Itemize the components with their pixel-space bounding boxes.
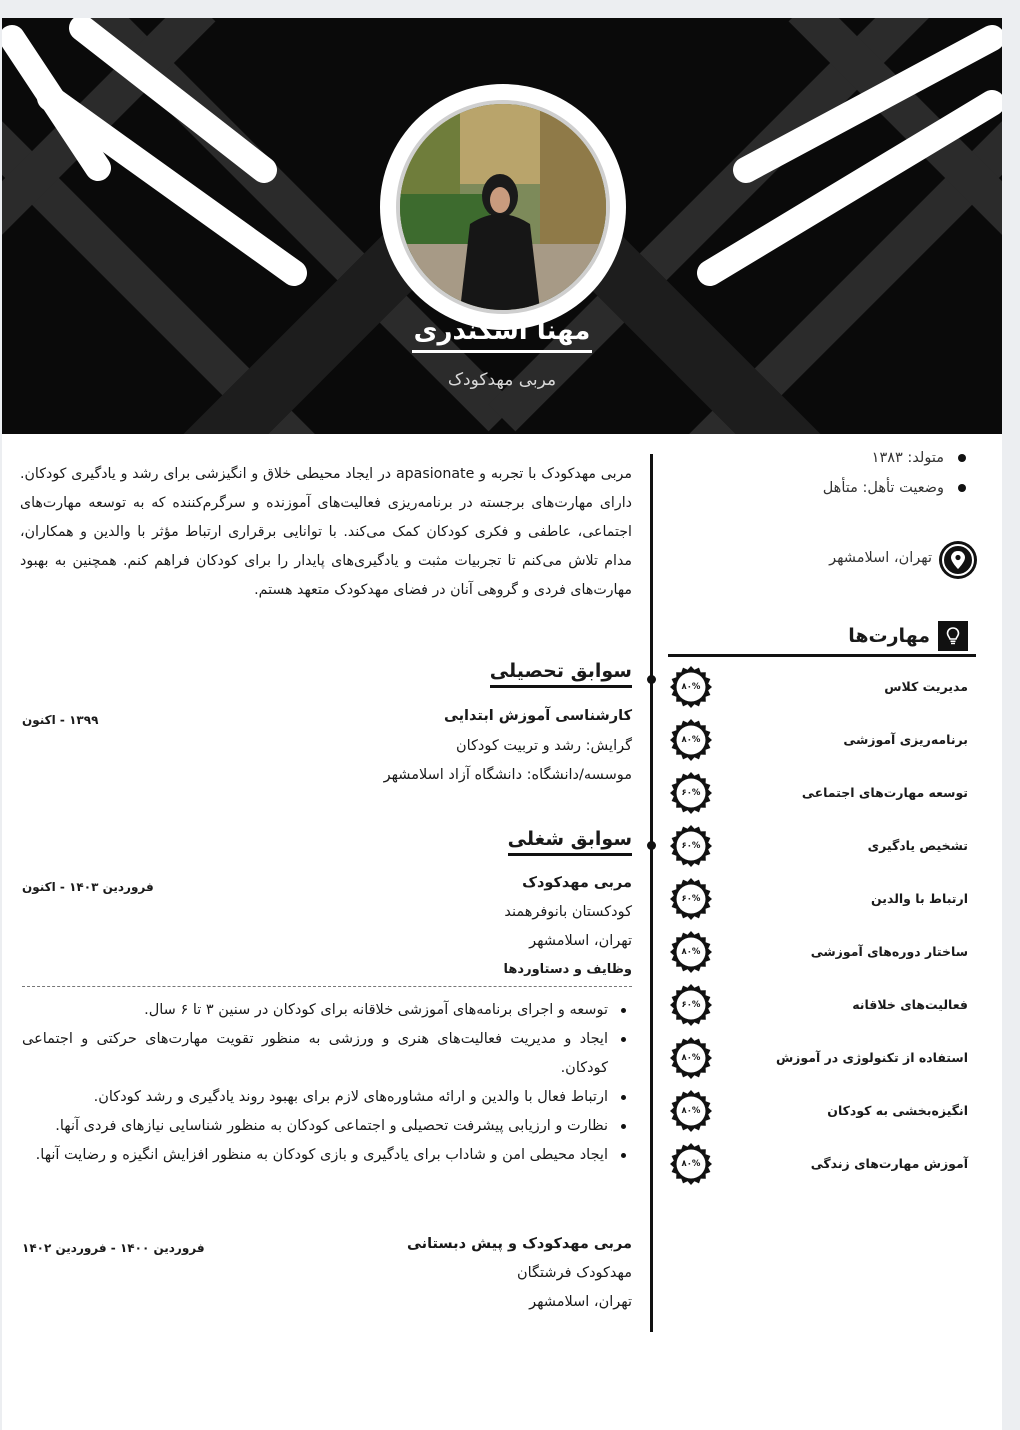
location-text: تهران، اسلامشهر <box>829 550 932 566</box>
skill-label: فعالیت‌های خلاقانه <box>852 997 968 1012</box>
skill-level-badge <box>668 770 714 816</box>
duty-item: ارتباط فعال با والدین و ارائه مشاوره‌های لازم برای بهبود روند یادگیری و رشد کودکان. <box>22 1083 632 1112</box>
job2-title: مربی مهدکودک و پیش دبستانی <box>406 1236 632 1252</box>
degree-title: کارشناسی آموزش ابتدایی <box>443 708 632 724</box>
skill-label: تشخیص یادگیری <box>867 838 968 853</box>
job1-duties-list <box>22 996 632 1170</box>
work-heading: سوابق شغلی <box>508 828 632 856</box>
skill-level-text: ۸۰% <box>681 947 701 957</box>
resume-page <box>2 18 1002 1430</box>
skills-heading: مهارت‌ها <box>848 619 968 653</box>
skill-level-text: ۸۰% <box>681 682 701 692</box>
profile-photo <box>396 100 610 314</box>
skill-level-text: ۶۰% <box>681 1000 701 1010</box>
skill-level-badge <box>668 982 714 1028</box>
skill-label: آموزش مهارت‌های زندگی <box>810 1156 968 1171</box>
header-banner <box>2 18 1002 434</box>
skill-label: ساختار دوره‌های آموزشی <box>810 944 968 959</box>
timeline-line <box>650 454 653 1332</box>
education-date: ۱۳۹۹ - اکنون <box>22 713 99 727</box>
job1-location: تهران، اسلامشهر <box>529 933 632 949</box>
job2-company: مهدکودک فرشتگان <box>516 1265 632 1281</box>
skills-rule <box>668 654 976 657</box>
skill-label: مدیریت کلاس <box>884 679 968 694</box>
skill-label: ارتباط با والدین <box>871 891 968 906</box>
summary-text: مربی مهدکودک با تجربه و apasionate در ایجاد محیطی خلاق و انگیزشی برای رشد و یادگیری کودکان. دارای مهارت‌های برجسته در برنامه‌ریزی فعالیت‌های آموزنده و سرگرم‌کننده که به توسعه مهارت‌های اجتماعی، عاطفی و فکری کودکان کمک می‌کند. با توانایی برقراری ارتباط مؤثر با والدین و همکاران، مدام تلاش می‌کنم تا تجربیات مثبت و یادگیری‌های پایدار را برای کودکان فراهم کنم. همچنین به بهبود مهارت‌های فردی و گروهی آنان در فضای مهدکودک متعهد هستم. <box>20 466 632 598</box>
birth-info: متولد: ۱۳۸۳ <box>872 450 966 466</box>
full-name: مهنا اسکندری <box>2 316 1002 346</box>
skill-label: توسعه مهارت‌های اجتماعی <box>801 785 968 800</box>
education-heading: سوابق تحصیلی <box>490 660 632 688</box>
duty-item: نظارت و ارزیابی پیشرفت تحصیلی و اجتماعی کودکان به منظور شناسایی نیازهای فردی آنها. <box>22 1112 632 1141</box>
skill-level-badge <box>668 876 714 922</box>
skill-level-text: ۶۰% <box>681 894 701 904</box>
location-pin-icon <box>939 541 977 579</box>
job-title: مربی مهدکودک <box>447 370 557 390</box>
marital-info: وضعیت تأهل: متأهل <box>823 480 966 496</box>
institution: موسسه/دانشگاه: دانشگاه آزاد اسلامشهر <box>383 767 632 783</box>
skill-label: برنامه‌ریزی آموزشی <box>843 732 968 747</box>
duty-item: توسعه و اجرای برنامه‌های آموزشی خلاقانه برای کودکان در سنین ۳ تا ۶ سال. <box>22 996 632 1025</box>
duties-separator <box>22 986 632 987</box>
skill-level-badge <box>668 929 714 975</box>
skill-level-badge <box>668 1088 714 1134</box>
work-dot <box>647 841 656 850</box>
job1-duties-heading: وظایف و دستاوردها <box>503 962 632 977</box>
duty-item: ایجاد محیطی امن و شاداب برای یادگیری و بازی کودکان به منظور افزایش انگیزه و رضایت آنها. <box>22 1141 632 1170</box>
skill-level-text: ۶۰% <box>681 788 701 798</box>
skill-level-text: ۸۰% <box>681 1106 701 1116</box>
skill-level-text: ۶۰% <box>681 841 701 851</box>
education-dot <box>647 675 656 684</box>
job1-company: کودکستان بانوفرهمند <box>504 904 632 920</box>
job2-location: تهران، اسلامشهر <box>529 1294 632 1310</box>
degree-major: گرایش: رشد و تربیت کودکان <box>455 738 632 754</box>
skill-level-badge <box>668 1035 714 1081</box>
job1-date: فروردین ۱۴۰۳ - اکنون <box>22 880 154 894</box>
skill-level-badge <box>668 1141 714 1187</box>
skill-label: انگیزه‌بخشی به کودکان <box>827 1103 968 1118</box>
skill-level-text: ۸۰% <box>681 735 701 745</box>
job2-date: فروردین ۱۴۰۰ - فروردین ۱۴۰۲ <box>22 1241 205 1255</box>
skill-level-text: ۸۰% <box>681 1159 701 1169</box>
duty-item: ایجاد و مدیریت فعالیت‌های هنری و ورزشی به منظور تقویت مهارت‌های حرکتی و اجتماعی کودکان. <box>22 1025 632 1083</box>
skill-level-badge <box>668 717 714 763</box>
lightbulb-icon <box>938 621 968 651</box>
skill-label: استفاده از تکنولوژی در آموزش <box>775 1050 968 1065</box>
profile-photo-frame <box>380 84 626 330</box>
skill-level-badge <box>668 664 714 710</box>
skill-level-badge <box>668 823 714 869</box>
skill-level-text: ۸۰% <box>681 1053 701 1063</box>
job1-title: مربی مهدکودک <box>522 875 632 891</box>
